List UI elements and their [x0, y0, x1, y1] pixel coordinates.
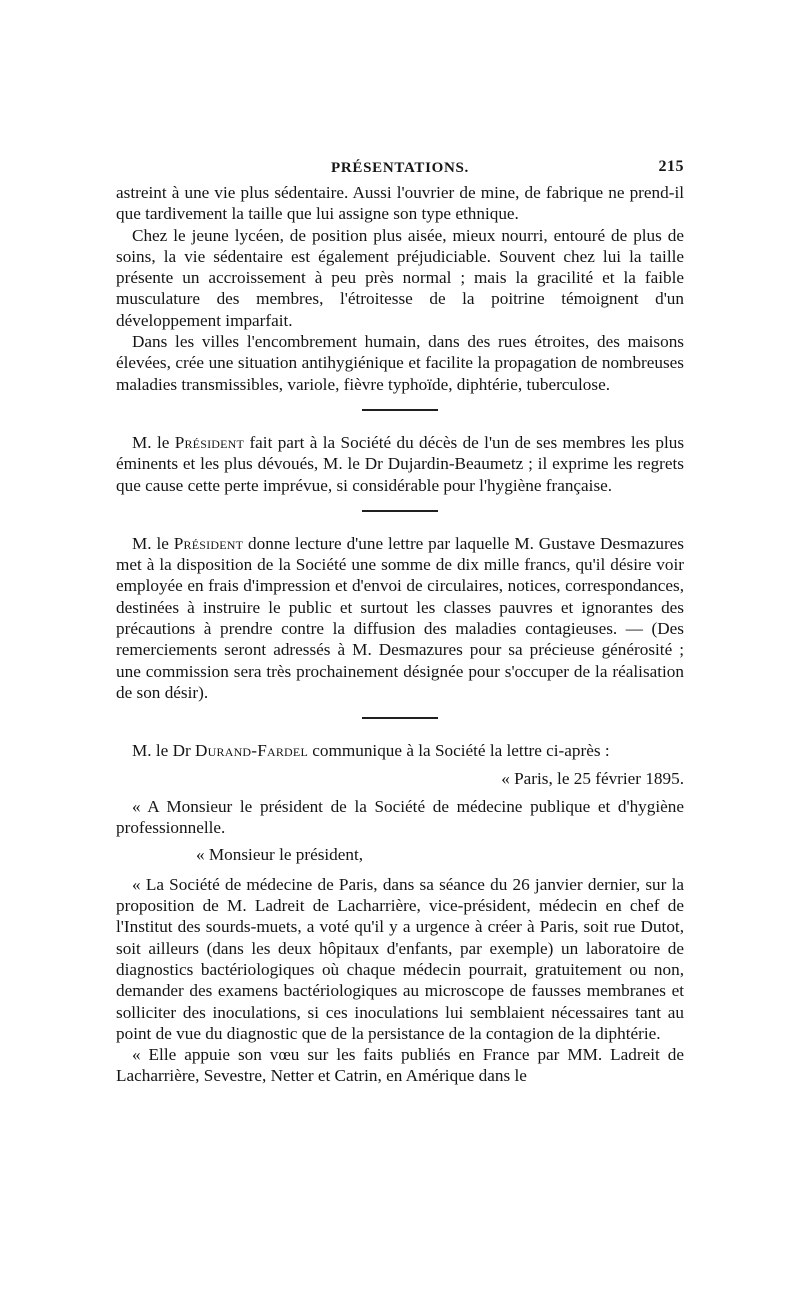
durand-fardel-smallcaps: Durand-Fardel — [195, 741, 308, 761]
paragraph-deces-body: fait part à la Société du décès de l'un de ses membres les plus éminents et les plus dévoués, M. le Dr Dujardin-Beaumetz ; il exprime les regrets que cause cette perte imprévue, si considérable pour l'hygiène française. — [116, 432, 685, 495]
book-page — [116, 150, 684, 1087]
section-divider — [362, 409, 438, 411]
paragraph-donation-prefix: M. le — [132, 533, 174, 553]
running-title: PRÉSENTATIONS. — [330, 160, 470, 176]
letter-salutation: « Monsieur le président, — [196, 845, 364, 865]
section-divider — [362, 510, 438, 512]
paragraph-communication-body: communique à la Société la lettre ci-après : — [307, 741, 610, 761]
paragraph-continuation: astreint à une vie plus sédentaire. Aussi l'ouvrier de mine, de fabrique ne prend-il que tardivement la taille que lui assigne son type ethnique. — [116, 183, 684, 224]
letter-body-paragraph: « Elle appuie son vœu sur les faits publiés en France par MM. Ladreit de Lacharrière, Sevestre, Netter et Catrin, en Amérique dans le — [116, 1045, 684, 1086]
paragraph-donation — [116, 533, 684, 703]
paragraph-deces-prefix: M. le — [132, 432, 175, 452]
page-number: 215 — [658, 158, 684, 175]
letter-date: « Paris, le 25 février 1895. — [501, 768, 684, 788]
president-smallcaps: Président — [173, 533, 244, 553]
paragraph-villes: Dans les villes l'encombrement humain, dans des rues étroites, des maisons élevées, crée une situation antihygiénique et facilite la propagation de nombreuses maladies transmissibles, variole, fièvre typhoïde, diphtérie, tuberculose. — [116, 332, 684, 394]
paragraph-donation-body: donne lecture d'une lettre par laquelle M. Gustave Desmazures met à la disposition de la Société une somme de dix mille francs, qu'il désire voir employée en frais d'impression et d'envoi de circulaires, notices, correspondances, destinées à instruire le public et surtout les classes pauvres et ignorantes des précautions à prendre contre la diffusion des maladies contagieuses. — (Des remerciements seront adressés à M. Desmazures pour sa précieuse générosité ; une commission sera très prochainement désignée pour s'occuper de la réalisation de son désir). — [116, 533, 685, 702]
letter-body-paragraph: « La Société de médecine de Paris, dans sa séance du 26 janvier dernier, sur la proposition de M. Ladreit de Lacharrière, vice-président, médecin en chef de l'Institut des sourds-muets, a voté qu'il y a urgence à créer à Paris, soit rue Dutot, soit ailleurs (dans les deux hôpitaux d'enfants, par exemple) un laboratoire de diagnostics bactériologiques où chaque médecin pourrait, gratuitement ou non, demander des examens bactériologiques au microscope de fausses membranes et solliciter des inoculations, si ces inoculations lui semblaient nécessaires tant au point de vue du diagnostic que de la persistance de la contagion de la diphtérie. — [116, 874, 684, 1043]
paragraph-lyceen: Chez le jeune lycéen, de position plus aisée, mieux nourri, entouré de plus de soins, la vie sédentaire est également préjudiciable. Souvent chez lui la taille présente un accroissement à peu près normal ; mais la gracilité et la faible musculature des membres, l'étroitesse de la poitrine témoignent d'un développement imparfait. — [116, 225, 684, 330]
president-smallcaps: Président — [174, 432, 245, 452]
paragraph-deces — [116, 432, 684, 496]
paragraph-communication — [116, 740, 684, 761]
page-header — [116, 150, 684, 182]
section-divider — [362, 717, 438, 719]
paragraph-communication-prefix: M. le Dr — [132, 741, 196, 761]
letter-addressee: « A Monsieur le président de la Société de médecine publique et d'hygiène professionnelle. — [116, 796, 684, 838]
